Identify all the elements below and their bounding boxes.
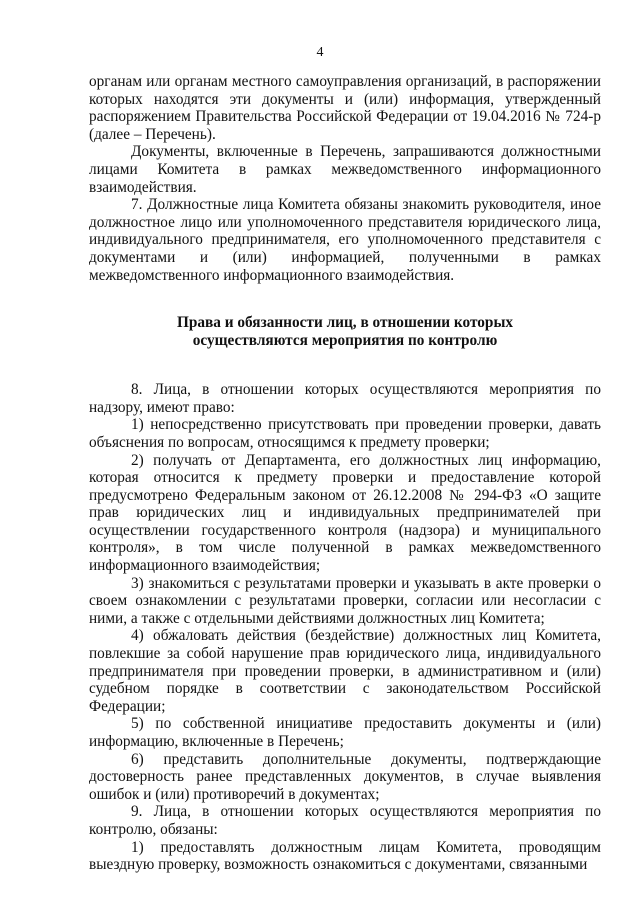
list-item: 1) предоставлять должностным лицам Комитета, проводящим выездную проверку, возможность ознакомиться с документами, связанными bbox=[89, 838, 601, 874]
section-heading-line-1: Права и обязанности лиц, в отношении которых bbox=[176, 314, 514, 332]
paragraph: Документы, включенные в Перечень, запрашиваются должностными лицами Комитета в рамках межведомственного информационного взаимодействия. bbox=[89, 143, 601, 196]
list-item: 5) по собственной инициативе предоставить документы и (или) информацию, включенные в Перечень; bbox=[89, 715, 601, 750]
list-item: 3) знакомиться с результатами проверки и указывать в акте проверки о своем ознакомлении с результатами проверки, согласии или несогласии с ними, а также с отдельными действиями должностных лиц Комитета; bbox=[89, 574, 601, 627]
list-item: 6) представить дополнительные документы, подтверждающие достоверность ранее представленных документов, в случае выявления ошибок и (или) противоречий в документах; bbox=[89, 750, 601, 803]
list-item: 1) непосредственно присутствовать при проведении проверки, давать объяснения по вопросам, относящимся к предмету проверки; bbox=[89, 416, 601, 451]
paragraph-item-7: 7. Должностные лица Комитета обязаны знакомить руководителя, иное должностное лицо или уполномоченного представителя юридического лица, индивидуального предпринимателя, его уполномоченного представителя с документами и (или) информацией, полученными в рамках межведомственного информационного взаимодействия. bbox=[89, 196, 601, 284]
document-body bbox=[89, 73, 601, 874]
paragraph-item-8: 8. Лица, в отношении которых осуществляются мероприятия по надзору, имеют право: bbox=[89, 381, 601, 416]
list-item: 2) получать от Департамента, его должностных лиц информацию, которая относится к предмету проверки и предоставление которой предусмотрено Федеральным законом от 26.12.2008 № 294-ФЗ «О защите прав юридических лиц и индивидуальных предпринимателей при осуществлении государственного контроля (надзора) и муниципального контроля», в том числе полученной в рамках межведомственного информационного взаимодействия; bbox=[89, 451, 601, 575]
list-item: 4) обжаловать действия (бездействие) должностных лиц Комитета, повлекшие за собой нарушение прав юридического лица, индивидуального предпринимателя при проведении проверки, в административном и (или) судебном порядке в соответствии с законодательством Российской Федерации; bbox=[89, 627, 601, 715]
paragraph-continuation: органам или органам местного самоуправления организаций, в распоряжении которых находятся эти документы и (или) информация, утвержденный распоряжением Правительства Российской Федерации от 19.04.2016 № 724-р (далее – Перечень). bbox=[89, 73, 601, 143]
section-heading bbox=[89, 314, 601, 350]
page-number: 4 bbox=[316, 45, 324, 60]
paragraph-item-9: 9. Лица, в отношении которых осуществляются мероприятия по контролю, обязаны: bbox=[89, 803, 601, 838]
section-heading-line-2: осуществляются мероприятия по контролю bbox=[192, 332, 498, 350]
